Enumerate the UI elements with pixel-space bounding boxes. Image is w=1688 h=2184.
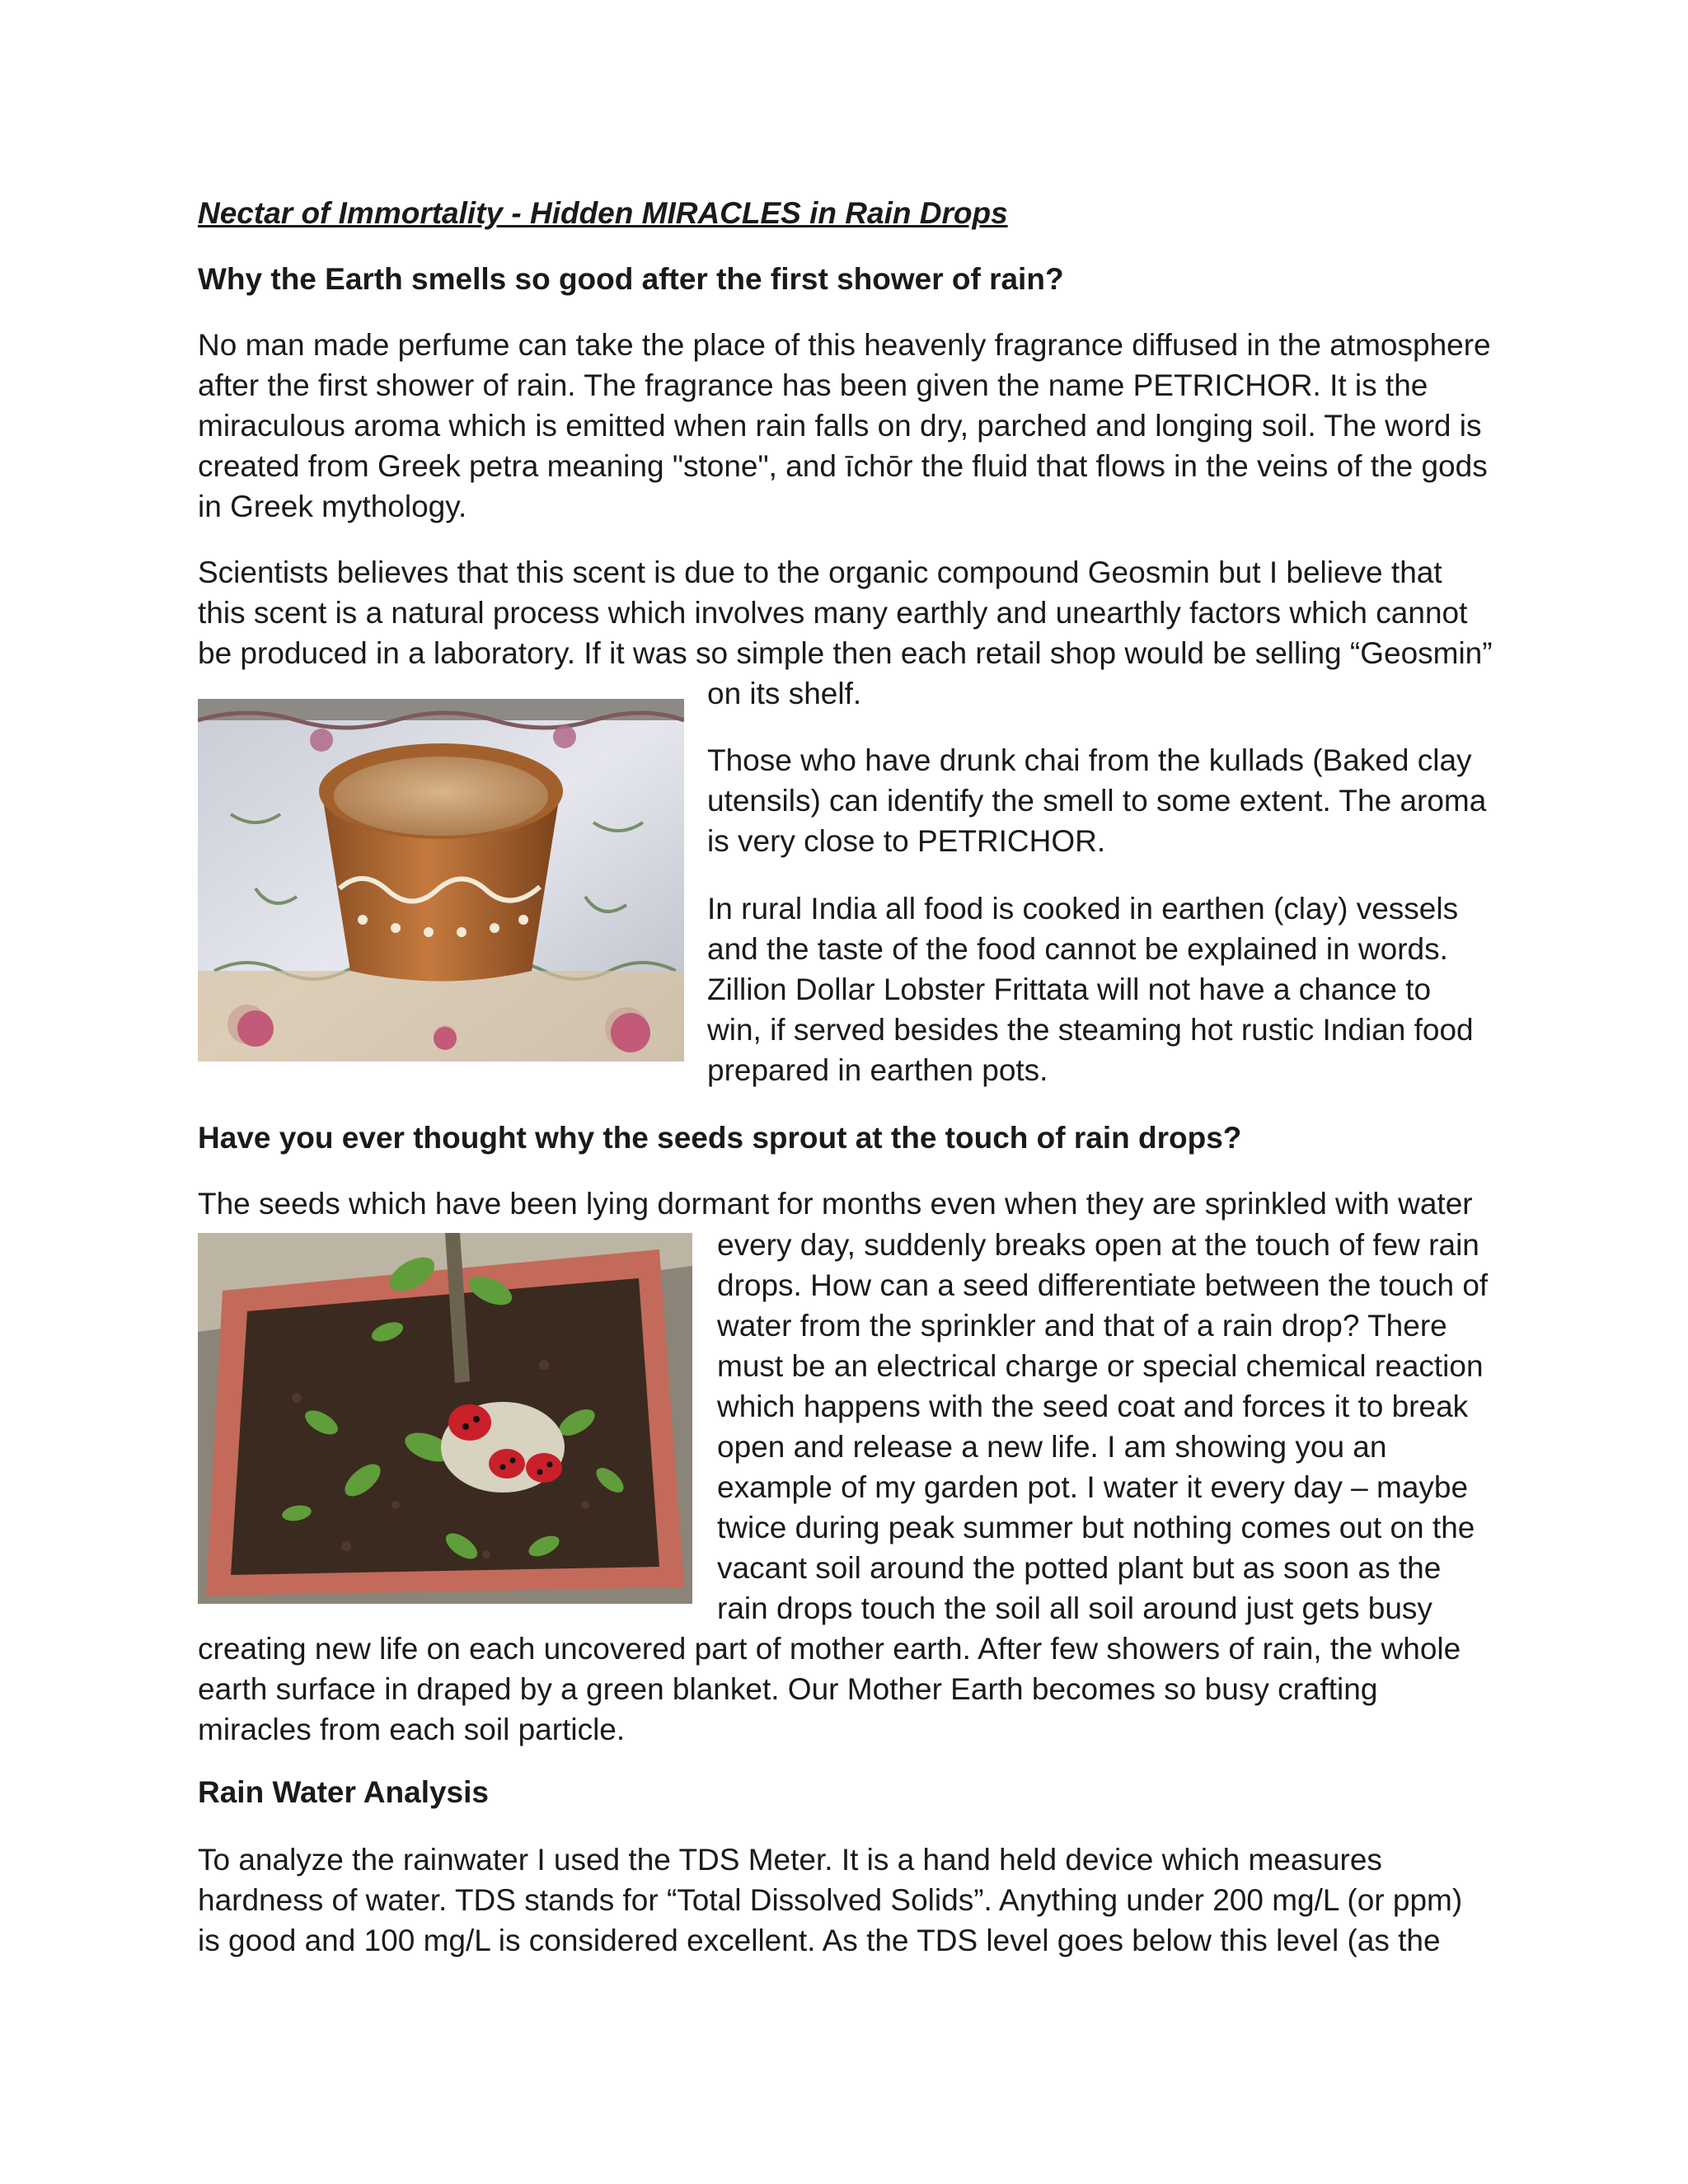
text-line: Scientists believes that this scent is due to the organic compound Geosmin but I believe that: [198, 555, 1442, 589]
text-line: must be an electrical charge or special chemical reaction: [717, 1349, 1484, 1383]
text-line: twice during peak summer but nothing comes out on the: [717, 1511, 1475, 1544]
text-line: creating new life on each uncovered part of mother earth. After few showers of rain, the whole: [198, 1632, 1461, 1666]
text-line: Zillion Dollar Lobster Frittata will not have a chance to: [707, 972, 1432, 1006]
text-line: this scent is a natural process which involves many earthly and unearthly factors which cannot: [198, 596, 1468, 630]
text-line: win, if served besides the steaming hot rustic Indian food: [707, 1013, 1474, 1047]
heading-seeds: Have you ever thought why the seeds sprout at the touch of rain drops?: [198, 1121, 1242, 1155]
text-line: be produced in a laboratory. If it was so simple then each retail shop would be selling “Geosmin”: [198, 636, 1493, 670]
text-line: is very close to PETRICHOR.: [707, 824, 1106, 858]
text-line: miracles from each soil particle.: [198, 1713, 626, 1746]
text-line: after the first shower of rain. The fragrance has been given the name PETRICHOR. It is the: [198, 368, 1428, 402]
text-line: example of my garden pot. I water it every day – maybe: [717, 1470, 1469, 1504]
kullad-chai-cup-icon: [198, 699, 684, 1062]
heading-earth-smell: Why the Earth smells so good after the first shower of rain?: [198, 262, 1064, 296]
text-line: which happens with the seed coat and forces it to break: [717, 1390, 1469, 1423]
text-line: hardness of water. TDS stands for “Total Dissolved Solids”. Anything under 200 mg/L (or ppm): [198, 1883, 1463, 1917]
paragraph-kullad: [707, 740, 1498, 861]
text-line: To analyze the rainwater I used the TDS Meter. It is a hand held device which measures: [198, 1843, 1382, 1877]
text-line: drops. How can a seed differentiate between the touch of: [717, 1268, 1489, 1302]
text-line: utensils) can identify the smell to some extent. The aroma: [707, 784, 1487, 818]
garden-pot-photo: [198, 1233, 692, 1604]
paragraph-seeds-intro: The seeds which have been lying dormant for months even when they are sprinkled with water: [198, 1187, 1473, 1221]
text-line: earth surface in draped by a green blanket. Our Mother Earth becomes so busy crafting: [198, 1672, 1378, 1706]
text-line: on its shelf.: [707, 677, 862, 710]
text-line: prepared in earthen pots.: [707, 1053, 1048, 1087]
text-line: vacant soil around the potted plant but as soon as the: [717, 1551, 1442, 1585]
text-line: in Greek mythology.: [198, 490, 467, 523]
kullad-chai-photo: [198, 699, 684, 1062]
paragraph-rural-india: [707, 888, 1498, 1090]
text-line: rain drops touch the soil all soil around just gets busy: [717, 1591, 1432, 1625]
heading-rain-water-analysis: Rain Water Analysis: [198, 1775, 489, 1809]
garden-pot-seedlings-icon: [198, 1233, 692, 1604]
text-line: No man made perfume can take the place of this heavenly fragrance diffused in the atmosphere: [198, 328, 1491, 362]
paragraph-tds: [198, 1840, 1500, 1961]
text-line: open and release a new life. I am showing you an: [717, 1430, 1387, 1464]
paragraph-seeds-bottom: [198, 1629, 1500, 1750]
text-line: is good and 100 mg/L is considered excellent. As the TDS level goes below this level (as the: [198, 1924, 1441, 1957]
text-line: and the taste of the food cannot be explained in words.: [707, 932, 1448, 966]
paragraph-petrichor: [198, 325, 1500, 527]
paragraph-geosmin: [198, 552, 1500, 714]
text-line: every day, suddenly breaks open at the touch of few rain: [717, 1228, 1479, 1262]
text-line: In rural India all food is cooked in earthen (clay) vessels: [707, 892, 1459, 926]
text-line: miraculous aroma which is emitted when rain falls on dry, parched and longing soil. The word is: [198, 409, 1482, 443]
text-line: created from Greek petra meaning "stone", and īchōr the fluid that flows in the veins of the gods: [198, 449, 1488, 483]
text-line: water from the sprinkler and that of a rain drop? There: [717, 1309, 1447, 1343]
paragraph-seeds-side: [717, 1225, 1500, 1629]
text-line: Those who have drunk chai from the kullads (Baked clay: [707, 743, 1472, 777]
document-title: Nectar of Immortality - Hidden MIRACLES in Rain Drops: [198, 196, 1008, 230]
